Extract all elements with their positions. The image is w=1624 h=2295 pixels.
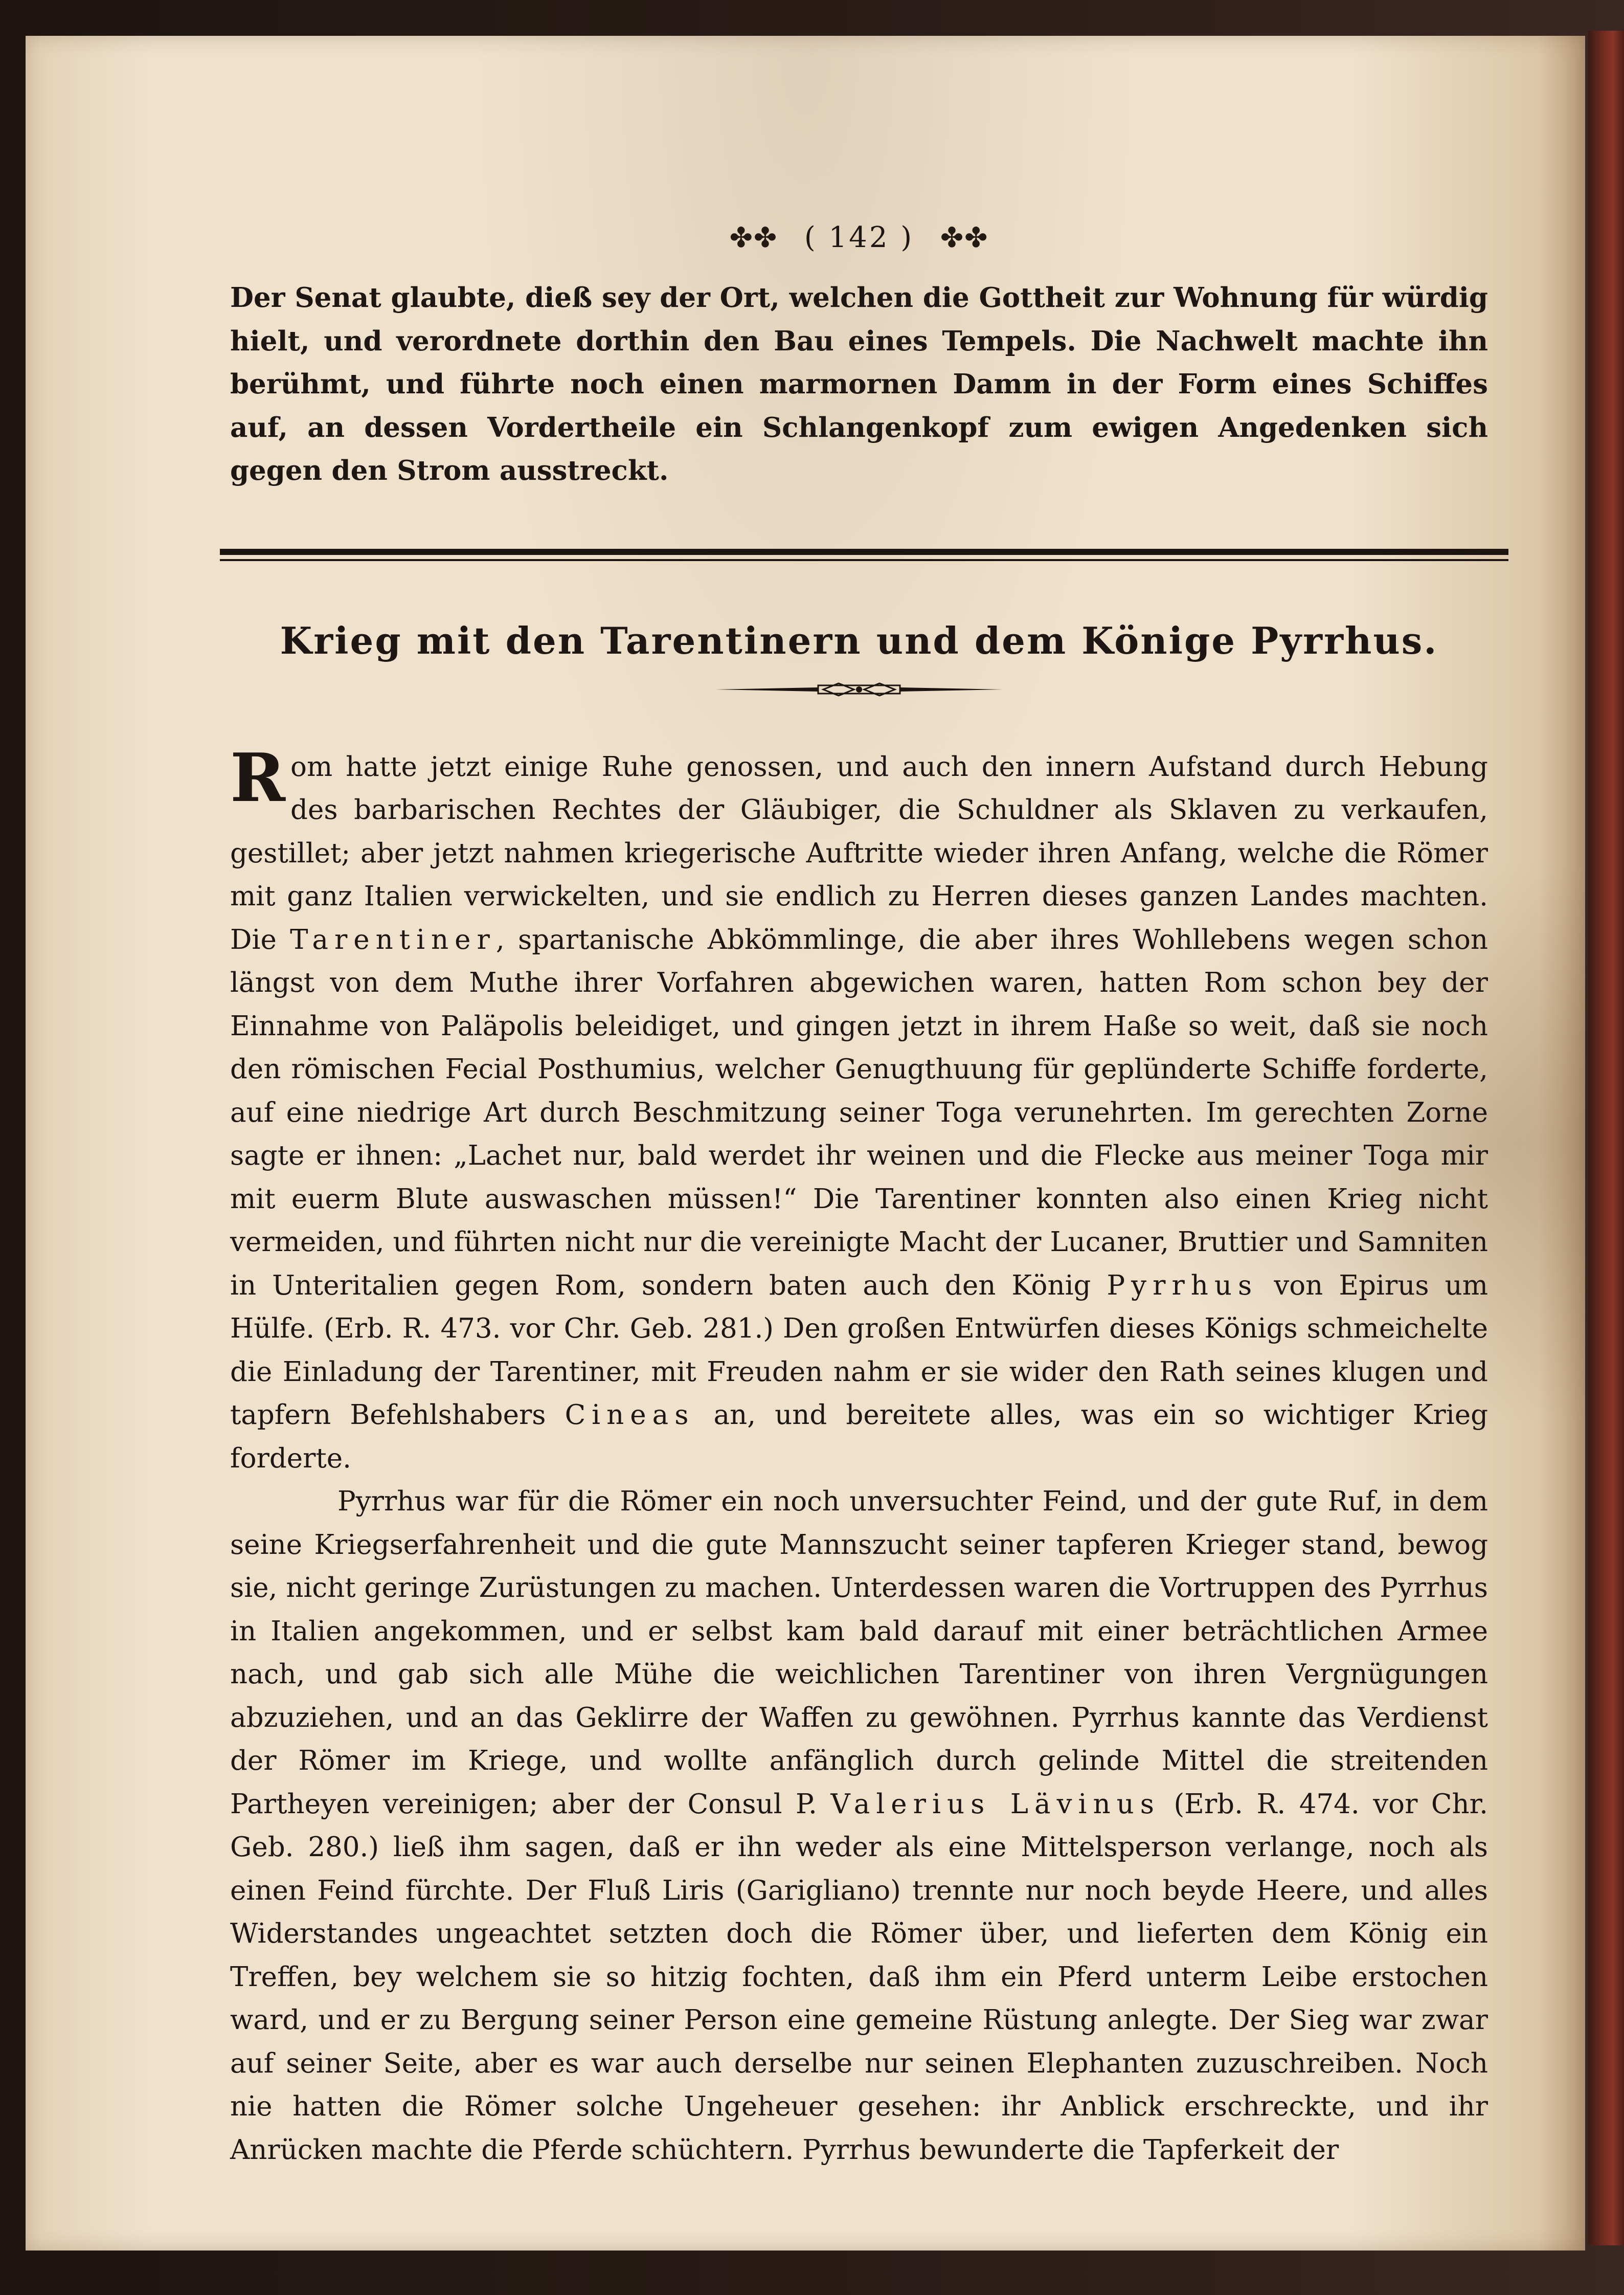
page-header bbox=[230, 220, 1488, 256]
body-paragraph-1 bbox=[230, 738, 1488, 1481]
para2-text-2: (Erb. R. 474. vor Chr. Geb. 280.) ließ ihm sagen, daß er ihn weder als eine Mittelsperson verlange, noch als einen Feind fürchte. Der Fluß Liris (Garigliano) trennte nur noch beyde Heere, und alles Widerstandes ungeachtet setzten doch die Römer über, und lieferten dem König ein Treffen, bey welchem sie so hitzig fochten, daß ihm ein Pferd unterm Leibe erstochen ward, und er zu Bergung seiner Person eine gemeine Rüstung anlegte. Der Sieg war zwar auf seiner Seite, aber es war auch derselbe nur seinen Elephanten zuzuschreiben. Noch nie hatten die Römer solche Ungeheuer gesehen: ihr Anblick erschreckte, und ihr Anrücken machte die Pferde schüchtern. Pyrrhus bewunderte die Tapferkeit der bbox=[230, 1788, 1488, 2166]
spaced-name-tarentiner: Tarentiner bbox=[290, 924, 496, 955]
para1-text-4: an, und bereitete alles, was ein so wichtiger Krieg forderte. bbox=[230, 1399, 1488, 1474]
para1-text-3: von Epirus um Hülfe. (Erb. R. 473. vor Chr. Geb. 281.) Den großen Entwürfen dieses Königs schmeichelte die Einladung der Tarentiner, mit Freuden nahm er sie wider den Rath seines klugen und tapfern Befehlshabers bbox=[230, 1269, 1488, 1431]
section-divider bbox=[230, 549, 1488, 564]
drop-cap: R bbox=[230, 738, 286, 817]
ornament-left-icon: ✤✤ bbox=[729, 221, 778, 254]
title-ornament-icon bbox=[716, 679, 1002, 700]
page-number: ( 142 ) bbox=[804, 221, 914, 254]
para2-text-1: Pyrrhus war für die Römer ein noch unversuchter Feind, und der gute Ruf, in dem seine Kriegserfahrenheit und die gute Mannszucht seiner tapferen Krieger stand, bewog sie, nicht geringe Zurüstungen zu machen. Unterdessen waren die Vortruppen des Pyrrhus in Italien angekommen, und er selbst kam bald darauf mit einer beträchtlichen Armee nach, und gab sich alle Mühe die weichlichen Tarentiner von ihren Vergnügungen abzuziehen, und an das Geklirre der Waffen zu gewöhnen. Pyrrhus kannte das Verdienst der Römer im Kriege, und wollte anfänglich durch gelinde Mittel die streitenden Partheyen vereinigen; aber der Consul P. bbox=[230, 1486, 1488, 1820]
section-title: Krieg mit den Tarentinern und dem Könige Pyrrhus. bbox=[280, 618, 1438, 662]
para1-text-1: om hatte jetzt einige Ruhe genossen, und auch den innern Aufstand durch Hebung des barbarischen Rechtes der Gläubiger, die Schuldner als Sklaven zu verkaufen, gestillet; aber jetzt nahmen kriegerische Auftritte wieder ihren Anfang, welche die Römer mit ganz Italien verwickelten, und sie endlich zu Herren dieses ganzen Landes machten. Die bbox=[230, 751, 1488, 955]
ornament-right-icon: ✤✤ bbox=[940, 221, 989, 254]
spaced-name-cineas: Cineas bbox=[565, 1399, 695, 1431]
page-content bbox=[230, 220, 1488, 2172]
intro-paragraph: Der Senat glaubte, dieß sey der Ort, welchen die Gottheit zur Wohnung für würdig hielt, und verordnete dorthin den Bau eines Tempels. Die Nachwelt machte ihn berühmt, und führte noch einen marmornen Damm in der Form eines Schiffes auf, an dessen Vordertheile ein Schlangenkopf zum ewigen Angedenken sich gegen den Strom ausstreckt. bbox=[230, 282, 1488, 486]
spaced-name-valerius: Valerius Lävinus bbox=[830, 1788, 1160, 1820]
para1-text-2: , spartanische Abkömmlinge, die aber ihres Wohllebens wegen schon längst von dem Muthe ihrer Vorfahren abgewichen waren, hatten Rom schon bey der Einnahme von Paläpolis beleidiget, und gingen jetzt in ihrem Haße so weit, daß sie noch den römischen Fecial Posthumius, welcher Genugthuung für geplünderte Schiffe forderte, auf eine niedrige Art durch Beschmitzung seiner Toga verunehrten. Im gerechten Zorne sagte er ihnen: „Lachet nur, bald werdet ihr weinen und die Flecke aus meiner Toga mir mit euerm Blute auswaschen müssen!“ Die Tarentiner konnten also einen Krieg nicht vermeiden, und führten nicht nur die vereinigte Macht der Lucaner, Bruttier und Samniten in Unteritalien gegen Rom, sondern baten auch den König bbox=[230, 924, 1488, 1301]
spaced-name-pyrrhus: Pyrrhus bbox=[1107, 1269, 1258, 1301]
book-edge bbox=[1588, 31, 1624, 2245]
body-paragraph-2 bbox=[230, 1480, 1488, 2172]
divider-thick-line bbox=[220, 549, 1508, 555]
divider-thin-line bbox=[220, 559, 1508, 561]
